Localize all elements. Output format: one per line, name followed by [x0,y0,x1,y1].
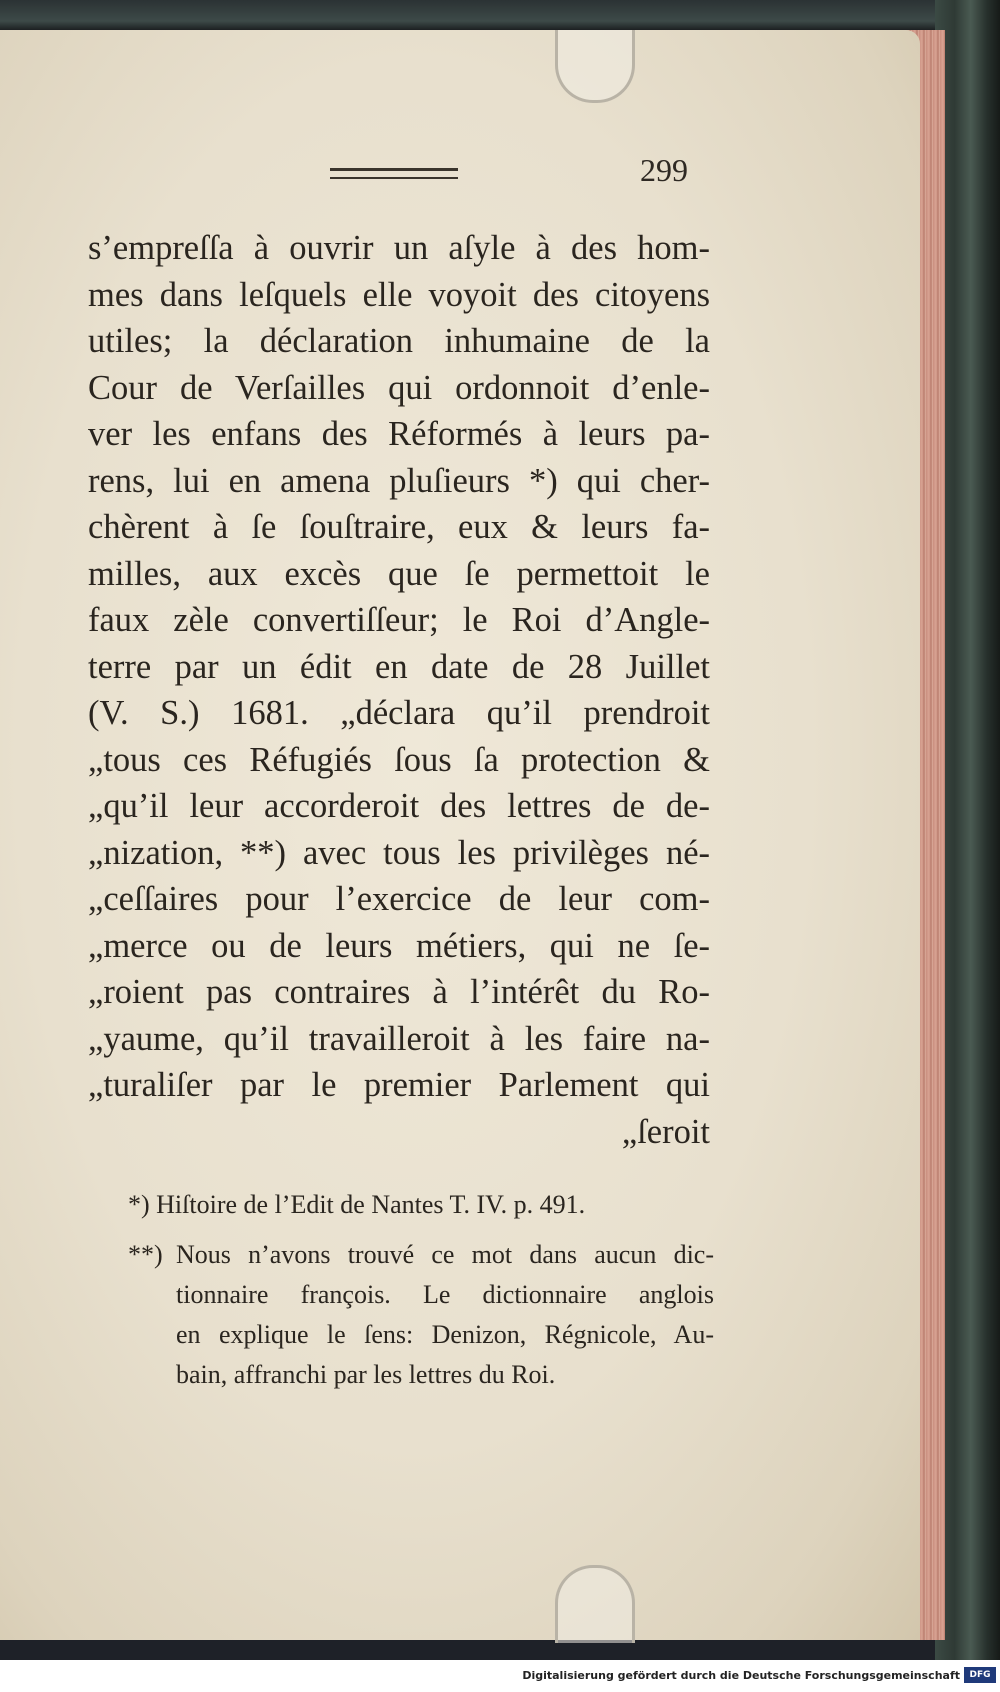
text-line: faux zèle convertiſſeur; le Roi d’Angle- [88,601,710,639]
text-line: „qu’il leur accorderoit des lettres de de- [88,787,710,825]
footer-bar [0,1660,1000,1692]
dfg-logo: DFG [964,1667,996,1683]
footnote-line: bain, affranchi par les lettres du Roi. [176,1360,556,1389]
header-rule [330,168,458,179]
footnote-line: en explique le ſens: Denizon, Régnicole, Au- [176,1320,714,1349]
scanner-clip-bottom [555,1565,635,1643]
text-line: milles, aux excès que ſe permettoit le [88,554,710,593]
footnote-1: *) Hiſtoire de l’Edit de Nantes T. IV. p. 491. [128,1190,586,1219]
footnote-2 [128,1235,714,1395]
footnote-line: Nous n’avons trouvé ce mot dans aucun dic- [176,1240,714,1269]
footnote-2-text [176,1235,714,1395]
book-cover-top [0,0,1000,30]
text-line: „roient pas contraires à l’intérêt du Ro- [88,973,710,1011]
text-line: „merce ou de leurs métiers, qui ne ſe- [88,926,710,965]
page-number: 299 [640,152,688,188]
footnotes [128,1185,714,1395]
footnote-line: tionnaire françois. Le dictionnaire anglois [176,1280,714,1309]
text-line: „yaume, qu’il travailleroit à les faire na- [88,1019,710,1058]
text-line: Cour de Verſailles qui ordonnoit d’enle- [88,368,710,407]
text-line: ver les enfans des Réformés à leurs pa- [88,415,710,453]
text-line: „ceſſaires pour l’exercice de leur com- [88,880,710,918]
text-line: terre par un édit en date de 28 Juillet [88,647,710,686]
text-line: chèrent à ſe ſouſtraire, eux & leurs fa- [88,508,710,546]
text-line: s’empreſſa à ouvrir un aſyle à des hom- [88,229,710,267]
funding-credit: Digitalisierung gefördert durch die Deutsche Forschungsgemeinschaft [522,1669,960,1682]
text-line: „tous ces Réfugiés ſous ſa protection & [88,740,710,779]
text-line: rens, lui en amena pluſieurs *) qui cher- [88,461,710,500]
text-line: utiles; la déclaration inhumaine de la [88,322,710,360]
body-text [88,225,710,1155]
text-line: mes dans leſquels elle voyoit des citoyens [88,275,710,314]
footnote-2-mark: **) [128,1240,163,1269]
text-line: „turaliſer par le premier Parlement qui [88,1066,710,1104]
scanner-clip-top [555,30,635,103]
text-line: „nization, **) avec tous les privilèges né- [88,833,710,872]
text-line: (V. S.) 1681. „déclara qu’il prendroit [88,694,710,732]
catchword: „ſeroit [621,1112,710,1151]
